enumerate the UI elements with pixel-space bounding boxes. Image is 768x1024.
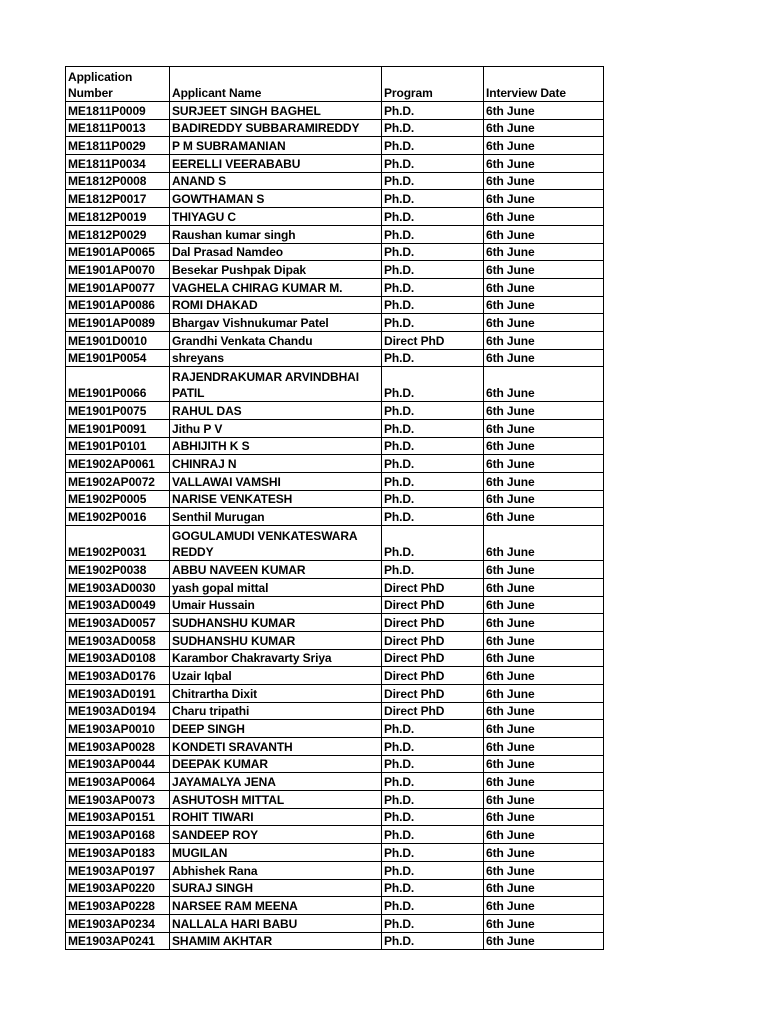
program-cell: Ph.D. — [382, 420, 484, 438]
interview-date-cell: 6th June — [484, 261, 604, 279]
interview-date-cell: 6th June — [484, 508, 604, 526]
table-row — [66, 526, 604, 561]
application-number-cell: ME1902P0038 — [66, 561, 170, 579]
application-number-cell: ME1903AP0168 — [66, 826, 170, 844]
header-application-number: Application Number — [66, 67, 170, 102]
interview-date-cell: 6th June — [484, 614, 604, 632]
interview-date-cell: 6th June — [484, 155, 604, 173]
applicant-name-cell: ANAND S — [170, 172, 382, 190]
program-cell: Ph.D. — [382, 243, 484, 261]
applicant-name-cell: GOWTHAMAN S — [170, 190, 382, 208]
table-row — [66, 137, 604, 155]
applicant-name-cell: CHINRAJ N — [170, 455, 382, 473]
application-number-cell: ME1902AP0072 — [66, 473, 170, 491]
applicant-name-cell: EERELLI VEERABABU — [170, 155, 382, 173]
table-row — [66, 649, 604, 667]
application-number-cell: ME1903AD0194 — [66, 702, 170, 720]
program-cell: Ph.D. — [382, 402, 484, 420]
application-number-cell: ME1902AP0061 — [66, 455, 170, 473]
applicant-name-cell: Uzair Iqbal — [170, 667, 382, 685]
interview-date-cell: 6th June — [484, 914, 604, 932]
application-number-cell: ME1811P0034 — [66, 155, 170, 173]
applicant-name-cell: Raushan kumar singh — [170, 225, 382, 243]
table-row — [66, 508, 604, 526]
applicant-name-cell: Senthil Murugan — [170, 508, 382, 526]
application-number-cell: ME1812P0019 — [66, 208, 170, 226]
header-program: Program — [382, 67, 484, 102]
applicant-name-cell: ABHIJITH K S — [170, 437, 382, 455]
application-number-cell: ME1901AP0070 — [66, 261, 170, 279]
applicant-name-cell: yash gopal mittal — [170, 578, 382, 596]
program-cell: Ph.D. — [382, 914, 484, 932]
application-number-cell: ME1903AP0228 — [66, 897, 170, 915]
table-row — [66, 455, 604, 473]
application-number-cell: ME1901P0075 — [66, 402, 170, 420]
program-cell: Ph.D. — [382, 897, 484, 915]
program-cell: Ph.D. — [382, 102, 484, 120]
program-cell: Ph.D. — [382, 490, 484, 508]
table-row — [66, 261, 604, 279]
applicant-name-cell: SURJEET SINGH BAGHEL — [170, 102, 382, 120]
applicant-name-cell: JAYAMALYA JENA — [170, 773, 382, 791]
interview-date-cell: 6th June — [484, 561, 604, 579]
program-cell: Ph.D. — [382, 137, 484, 155]
applicant-name-cell: shreyans — [170, 349, 382, 367]
application-number-cell: ME1903AD0191 — [66, 684, 170, 702]
application-number-cell: ME1902P0005 — [66, 490, 170, 508]
program-cell: Ph.D. — [382, 208, 484, 226]
applicant-name-cell: Bhargav Vishnukumar Patel — [170, 314, 382, 332]
header-interview-date: Interview Date — [484, 67, 604, 102]
program-cell: Direct PhD — [382, 702, 484, 720]
interview-date-cell: 6th June — [484, 861, 604, 879]
application-number-cell: ME1812P0008 — [66, 172, 170, 190]
table-row — [66, 190, 604, 208]
applicant-name-cell: RAJENDRAKUMAR ARVINDBHAI PATIL — [170, 367, 382, 402]
program-cell: Ph.D. — [382, 314, 484, 332]
interview-date-cell: 6th June — [484, 473, 604, 491]
table-row — [66, 331, 604, 349]
interview-date-cell: 6th June — [484, 102, 604, 120]
interview-date-cell: 6th June — [484, 879, 604, 897]
application-number-cell: ME1903AD0030 — [66, 578, 170, 596]
interview-date-cell: 6th June — [484, 667, 604, 685]
table-row — [66, 684, 604, 702]
program-cell: Ph.D. — [382, 844, 484, 862]
interview-date-cell: 6th June — [484, 490, 604, 508]
table-row — [66, 225, 604, 243]
application-number-cell: ME1812P0017 — [66, 190, 170, 208]
program-cell: Direct PhD — [382, 667, 484, 685]
applicant-name-cell: MUGILAN — [170, 844, 382, 862]
application-number-cell: ME1903AD0057 — [66, 614, 170, 632]
interview-date-cell: 6th June — [484, 826, 604, 844]
application-number-cell: ME1903AD0108 — [66, 649, 170, 667]
applicant-name-cell: THIYAGU C — [170, 208, 382, 226]
applicant-name-cell: Umair Hussain — [170, 596, 382, 614]
table-row — [66, 879, 604, 897]
program-cell: Ph.D. — [382, 225, 484, 243]
table-row — [66, 437, 604, 455]
application-number-cell: ME1903AP0151 — [66, 808, 170, 826]
application-number-cell: ME1812P0029 — [66, 225, 170, 243]
applicant-name-cell: NALLALA HARI BABU — [170, 914, 382, 932]
applicant-name-cell: SUDHANSHU KUMAR — [170, 614, 382, 632]
table-row — [66, 102, 604, 120]
applicant-name-cell: SURAJ SINGH — [170, 879, 382, 897]
table-row — [66, 702, 604, 720]
program-cell: Ph.D. — [382, 296, 484, 314]
application-number-cell: ME1903AP0241 — [66, 932, 170, 950]
applicant-name-cell: ROHIT TIWARI — [170, 808, 382, 826]
table-row — [66, 155, 604, 173]
applicant-name-cell: DEEPAK KUMAR — [170, 755, 382, 773]
table-row — [66, 172, 604, 190]
applicant-name-cell: Charu tripathi — [170, 702, 382, 720]
program-cell: Ph.D. — [382, 155, 484, 173]
table-row — [66, 119, 604, 137]
interview-date-cell: 6th June — [484, 243, 604, 261]
application-number-cell: ME1903AP0220 — [66, 879, 170, 897]
interview-date-cell: 6th June — [484, 578, 604, 596]
interview-date-cell: 6th June — [484, 526, 604, 561]
interview-date-cell: 6th June — [484, 844, 604, 862]
table-row — [66, 773, 604, 791]
table-row — [66, 349, 604, 367]
program-cell: Ph.D. — [382, 526, 484, 561]
application-number-cell: ME1903AP0044 — [66, 755, 170, 773]
program-cell: Ph.D. — [382, 473, 484, 491]
table-row — [66, 914, 604, 932]
applicant-name-cell: Jithu P V — [170, 420, 382, 438]
table-row — [66, 314, 604, 332]
program-cell: Direct PhD — [382, 596, 484, 614]
table-row — [66, 578, 604, 596]
applicant-name-cell: SANDEEP ROY — [170, 826, 382, 844]
interview-date-cell: 6th June — [484, 791, 604, 809]
table-row — [66, 402, 604, 420]
interview-date-cell: 6th June — [484, 172, 604, 190]
application-number-cell: ME1903AP0234 — [66, 914, 170, 932]
table-row — [66, 596, 604, 614]
applicant-name-cell: ASHUTOSH MITTAL — [170, 791, 382, 809]
program-cell: Ph.D. — [382, 190, 484, 208]
program-cell: Ph.D. — [382, 932, 484, 950]
interview-date-cell: 6th June — [484, 596, 604, 614]
program-cell: Ph.D. — [382, 755, 484, 773]
program-cell: Direct PhD — [382, 578, 484, 596]
interview-date-cell: 6th June — [484, 137, 604, 155]
program-cell: Ph.D. — [382, 791, 484, 809]
table-row — [66, 791, 604, 809]
program-cell: Ph.D. — [382, 367, 484, 402]
interview-date-cell: 6th June — [484, 208, 604, 226]
application-number-cell: ME1903AP0028 — [66, 738, 170, 756]
application-number-cell: ME1811P0009 — [66, 102, 170, 120]
program-cell: Direct PhD — [382, 649, 484, 667]
program-cell: Ph.D. — [382, 119, 484, 137]
table-header-row — [66, 67, 604, 102]
table-row — [66, 561, 604, 579]
program-cell: Ph.D. — [382, 455, 484, 473]
program-cell: Direct PhD — [382, 684, 484, 702]
application-number-cell: ME1902P0031 — [66, 526, 170, 561]
application-number-cell: ME1903AP0010 — [66, 720, 170, 738]
application-number-cell: ME1903AP0197 — [66, 861, 170, 879]
table-row — [66, 826, 604, 844]
applicant-name-cell: VALLAWAI VAMSHI — [170, 473, 382, 491]
applicant-name-cell: Abhishek Rana — [170, 861, 382, 879]
program-cell: Ph.D. — [382, 278, 484, 296]
interview-date-cell: 6th June — [484, 755, 604, 773]
applicant-name-cell: GOGULAMUDI VENKATESWARA REDDY — [170, 526, 382, 561]
table-row — [66, 631, 604, 649]
applicant-name-cell: ABBU NAVEEN KUMAR — [170, 561, 382, 579]
application-number-cell: ME1811P0029 — [66, 137, 170, 155]
table-row — [66, 296, 604, 314]
applicant-name-cell: RAHUL DAS — [170, 402, 382, 420]
table-row — [66, 738, 604, 756]
interview-date-cell: 6th June — [484, 437, 604, 455]
applicant-name-cell: Besekar Pushpak Dipak — [170, 261, 382, 279]
interview-date-cell: 6th June — [484, 314, 604, 332]
table-row — [66, 278, 604, 296]
program-cell: Ph.D. — [382, 508, 484, 526]
interview-date-cell: 6th June — [484, 897, 604, 915]
table-row — [66, 243, 604, 261]
interview-date-cell: 6th June — [484, 296, 604, 314]
interview-date-cell: 6th June — [484, 402, 604, 420]
application-number-cell: ME1903AD0176 — [66, 667, 170, 685]
interview-date-cell: 6th June — [484, 190, 604, 208]
application-number-cell: ME1901P0066 — [66, 367, 170, 402]
table-row — [66, 420, 604, 438]
application-number-cell: ME1901D0010 — [66, 331, 170, 349]
applicant-name-cell: BADIREDDY SUBBARAMIREDDY — [170, 119, 382, 137]
interview-date-cell: 6th June — [484, 808, 604, 826]
applicant-name-cell: KONDETI SRAVANTH — [170, 738, 382, 756]
table-row — [66, 897, 604, 915]
applicant-name-cell: ROMI DHAKAD — [170, 296, 382, 314]
program-cell: Ph.D. — [382, 172, 484, 190]
application-number-cell: ME1901AP0077 — [66, 278, 170, 296]
applicant-name-cell: Grandhi Venkata Chandu — [170, 331, 382, 349]
table-row — [66, 808, 604, 826]
program-cell: Ph.D. — [382, 561, 484, 579]
applicant-table — [65, 66, 604, 950]
table-row — [66, 490, 604, 508]
applicant-name-cell: VAGHELA CHIRAG KUMAR M. — [170, 278, 382, 296]
application-number-cell: ME1903AP0073 — [66, 791, 170, 809]
application-number-cell: ME1903AD0049 — [66, 596, 170, 614]
program-cell: Ph.D. — [382, 738, 484, 756]
program-cell: Ph.D. — [382, 861, 484, 879]
table-row — [66, 755, 604, 773]
table-row — [66, 614, 604, 632]
program-cell: Ph.D. — [382, 808, 484, 826]
application-number-cell: ME1901P0101 — [66, 437, 170, 455]
applicant-name-cell: Dal Prasad Namdeo — [170, 243, 382, 261]
program-cell: Ph.D. — [382, 720, 484, 738]
program-cell: Ph.D. — [382, 349, 484, 367]
program-cell: Direct PhD — [382, 331, 484, 349]
table-row — [66, 208, 604, 226]
header-applicant-name: Applicant Name — [170, 67, 382, 102]
table-row — [66, 473, 604, 491]
applicant-name-cell: SHAMIM AKHTAR — [170, 932, 382, 950]
application-number-cell: ME1903AP0183 — [66, 844, 170, 862]
interview-date-cell: 6th June — [484, 331, 604, 349]
interview-date-cell: 6th June — [484, 773, 604, 791]
applicant-name-cell: Chitrartha Dixit — [170, 684, 382, 702]
program-cell: Ph.D. — [382, 826, 484, 844]
application-number-cell: ME1901P0091 — [66, 420, 170, 438]
table-row — [66, 861, 604, 879]
application-number-cell: ME1903AD0058 — [66, 631, 170, 649]
application-number-cell: ME1903AP0064 — [66, 773, 170, 791]
application-number-cell: ME1901AP0089 — [66, 314, 170, 332]
applicant-name-cell: NARISE VENKATESH — [170, 490, 382, 508]
interview-date-cell: 6th June — [484, 367, 604, 402]
interview-date-cell: 6th June — [484, 455, 604, 473]
interview-date-cell: 6th June — [484, 119, 604, 137]
applicant-name-cell: Karambor Chakravarty Sriya — [170, 649, 382, 667]
applicant-name-cell: DEEP SINGH — [170, 720, 382, 738]
table-row — [66, 667, 604, 685]
program-cell: Ph.D. — [382, 437, 484, 455]
application-number-cell: ME1811P0013 — [66, 119, 170, 137]
table-row — [66, 844, 604, 862]
interview-date-cell: 6th June — [484, 932, 604, 950]
applicant-name-cell: SUDHANSHU KUMAR — [170, 631, 382, 649]
program-cell: Ph.D. — [382, 261, 484, 279]
interview-date-cell: 6th June — [484, 225, 604, 243]
interview-date-cell: 6th June — [484, 349, 604, 367]
application-number-cell: ME1901AP0086 — [66, 296, 170, 314]
table-row — [66, 720, 604, 738]
program-cell: Ph.D. — [382, 879, 484, 897]
table-row — [66, 367, 604, 402]
interview-date-cell: 6th June — [484, 278, 604, 296]
program-cell: Direct PhD — [382, 614, 484, 632]
program-cell: Direct PhD — [382, 631, 484, 649]
interview-date-cell: 6th June — [484, 702, 604, 720]
interview-date-cell: 6th June — [484, 631, 604, 649]
applicant-name-cell: P M SUBRAMANIAN — [170, 137, 382, 155]
interview-date-cell: 6th June — [484, 720, 604, 738]
application-number-cell: ME1901AP0065 — [66, 243, 170, 261]
interview-date-cell: 6th June — [484, 420, 604, 438]
interview-date-cell: 6th June — [484, 649, 604, 667]
interview-date-cell: 6th June — [484, 738, 604, 756]
table-row — [66, 932, 604, 950]
applicant-name-cell: NARSEE RAM MEENA — [170, 897, 382, 915]
application-number-cell: ME1901P0054 — [66, 349, 170, 367]
program-cell: Ph.D. — [382, 773, 484, 791]
application-number-cell: ME1902P0016 — [66, 508, 170, 526]
interview-date-cell: 6th June — [484, 684, 604, 702]
